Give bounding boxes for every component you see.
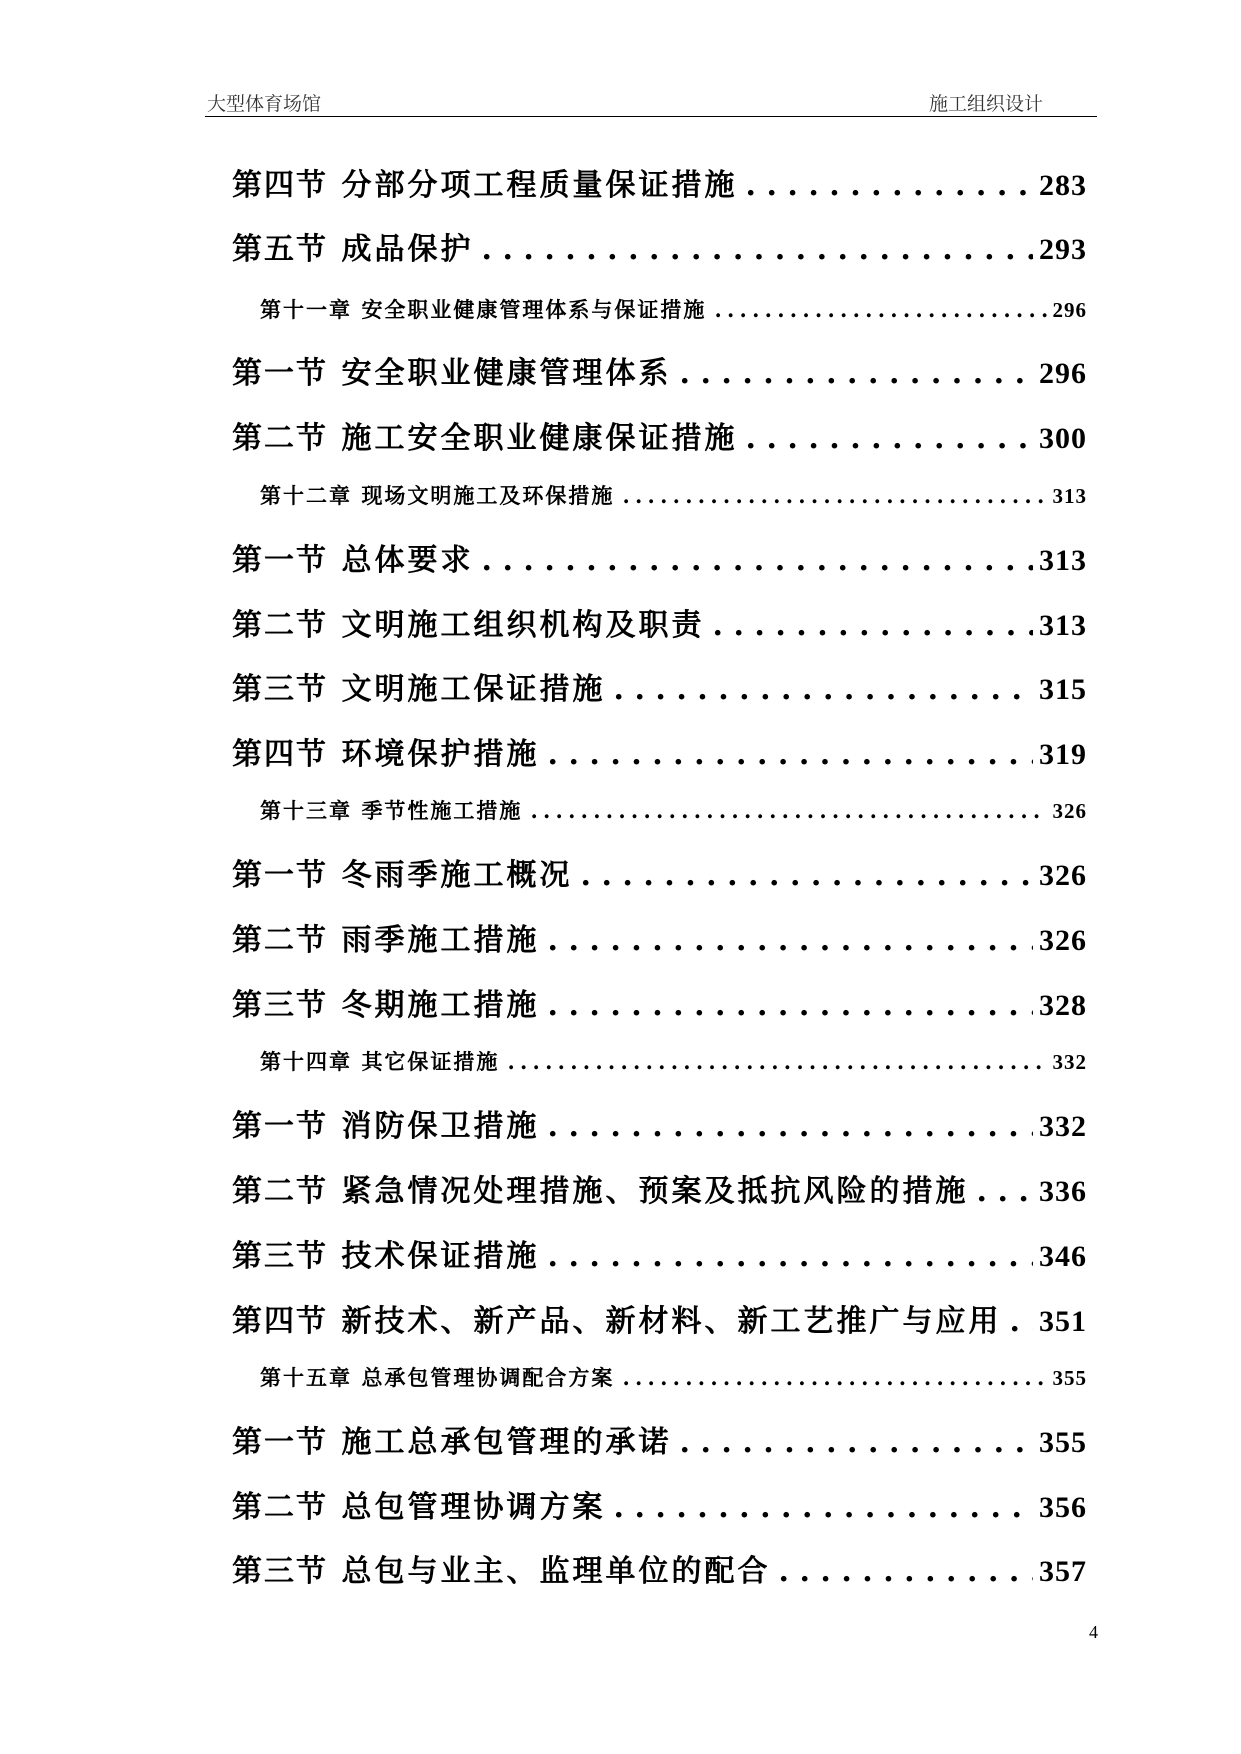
entry-title: 成品保护 (341, 232, 474, 267)
entry-title: 总包与业主、监理单位的配合 (341, 1554, 771, 1589)
entry-page-number: 326 (1052, 799, 1087, 823)
entry-number: 第二节 (232, 923, 328, 958)
entry-title: 雨季施工措施 (341, 923, 540, 958)
toc-entry-section[interactable] (232, 1166, 1087, 1210)
entry-number: 第一节 (232, 858, 328, 893)
dot-leader (548, 737, 1034, 772)
dot-leader (1010, 1304, 1034, 1339)
dot-leader (779, 1554, 1034, 1589)
entry-page-number: 332 (1052, 1050, 1087, 1074)
entry-number: 第三节 (232, 1554, 328, 1589)
entry-title: 冬雨季施工概况 (341, 858, 573, 893)
toc-entry-chapter[interactable] (260, 1362, 1087, 1392)
entry-page-number: 326 (1039, 859, 1087, 892)
toc-entry-section[interactable] (232, 1101, 1087, 1145)
toc-entry-section[interactable] (232, 915, 1087, 959)
toc-entry-section[interactable] (232, 1231, 1087, 1275)
entry-title: 现场文明施工及环保措施 (361, 483, 615, 508)
entry-number: 第四节 (232, 1304, 328, 1339)
entry-title: 安全职业健康管理体系 (341, 356, 672, 391)
toc-entry-section[interactable] (232, 850, 1087, 894)
toc-entry-section[interactable] (232, 160, 1087, 204)
dot-leader (614, 1490, 1034, 1525)
toc-entry-section[interactable] (232, 1546, 1087, 1590)
entry-number: 第三节 (232, 1239, 328, 1274)
entry-page-number: 357 (1039, 1555, 1087, 1588)
toc-entry-chapter[interactable] (260, 480, 1087, 510)
toc-entry-chapter[interactable] (260, 795, 1087, 825)
entry-number: 第四节 (232, 168, 328, 203)
entry-title: 消防保卫措施 (341, 1109, 540, 1144)
entry-number: 第十五章 (260, 1365, 352, 1390)
entry-title: 新技术、新产品、新材料、新工艺推广与应用 (341, 1304, 1002, 1339)
entry-title: 紧急情况处理措施、预案及抵抗风险的措施 (341, 1174, 969, 1209)
dot-leader (977, 1174, 1034, 1209)
dot-leader (548, 1109, 1034, 1144)
header-project-name: 大型体育场馆 (207, 93, 322, 115)
footer-page-number: 4 (1089, 1622, 1098, 1642)
entry-title: 季节性施工措施 (361, 798, 523, 823)
toc-entry-section[interactable] (232, 1417, 1087, 1461)
entry-title: 文明施工组织机构及职责 (341, 608, 705, 643)
dot-leader (581, 858, 1034, 893)
dot-leader (680, 356, 1034, 391)
dot-leader (746, 168, 1034, 203)
entry-number: 第二节 (232, 1174, 328, 1209)
dot-leader (548, 1239, 1034, 1274)
entry-number: 第十一章 (260, 297, 352, 322)
entry-number: 第十三章 (260, 798, 352, 823)
entry-title: 安全职业健康管理体系与保证措施 (361, 297, 707, 322)
entry-number: 第二节 (232, 421, 328, 456)
entry-page-number: 313 (1039, 544, 1087, 577)
entry-title: 环境保护措施 (341, 737, 540, 772)
entry-number: 第一节 (232, 1109, 328, 1144)
entry-title: 总包管理协调方案 (341, 1490, 606, 1525)
dot-leader (746, 421, 1034, 456)
dot-leader (614, 672, 1034, 707)
dot-leader (713, 608, 1034, 643)
toc-entry-section[interactable] (232, 348, 1087, 392)
toc-entry-section[interactable] (232, 664, 1087, 708)
toc-entry-section[interactable] (232, 729, 1087, 773)
toc-entry-chapter[interactable] (260, 1046, 1087, 1076)
entry-page-number: 355 (1039, 1426, 1087, 1459)
entry-page-number: 283 (1039, 169, 1087, 202)
header-document-type: 施工组织设计 (928, 93, 1043, 115)
toc-entry-section[interactable] (232, 224, 1087, 268)
dot-leader (482, 543, 1034, 578)
entry-number: 第三节 (232, 988, 328, 1023)
toc-entry-section[interactable] (232, 535, 1087, 579)
entry-title: 分部分项工程质量保证措施 (341, 168, 738, 203)
dot-leader (482, 232, 1034, 267)
dot-leader (548, 923, 1034, 958)
entry-page-number: 355 (1052, 1366, 1087, 1390)
entry-page-number: 313 (1052, 484, 1087, 508)
entry-number: 第五节 (232, 232, 328, 267)
toc-entry-section[interactable] (232, 600, 1087, 644)
toc-entry-section[interactable] (232, 413, 1087, 457)
entry-title: 施工安全职业健康保证措施 (341, 421, 738, 456)
dot-leader (622, 1365, 1046, 1390)
dot-leader (680, 1425, 1034, 1460)
dot-leader (714, 297, 1046, 322)
entry-page-number: 356 (1039, 1491, 1087, 1524)
entry-page-number: 296 (1052, 298, 1087, 322)
entry-number: 第二节 (232, 608, 328, 643)
entry-page-number: 351 (1039, 1305, 1087, 1338)
entry-page-number: 326 (1039, 924, 1087, 957)
entry-page-number: 336 (1039, 1175, 1087, 1208)
entry-page-number: 313 (1039, 609, 1087, 642)
dot-leader (548, 988, 1034, 1023)
entry-page-number: 328 (1039, 989, 1087, 1022)
entry-number: 第十四章 (260, 1049, 352, 1074)
entry-title: 总体要求 (341, 543, 474, 578)
entry-page-number: 315 (1039, 673, 1087, 706)
entry-title: 总承包管理协调配合方案 (361, 1365, 615, 1390)
dot-leader (507, 1049, 1046, 1074)
entry-page-number: 296 (1039, 357, 1087, 390)
entry-page-number: 293 (1039, 233, 1087, 266)
entry-number: 第十二章 (260, 483, 352, 508)
toc-entry-section[interactable] (232, 980, 1087, 1024)
entry-page-number: 346 (1039, 1240, 1087, 1273)
entry-page-number: 300 (1039, 422, 1087, 455)
toc-entry-chapter[interactable] (260, 294, 1087, 324)
toc-entry-section[interactable] (232, 1296, 1087, 1340)
entry-number: 第一节 (232, 1425, 328, 1460)
entry-title: 冬期施工措施 (341, 988, 540, 1023)
entry-title: 技术保证措施 (341, 1239, 540, 1274)
entry-page-number: 332 (1039, 1110, 1087, 1143)
entry-title: 文明施工保证措施 (341, 672, 606, 707)
entry-page-number: 319 (1039, 738, 1087, 771)
entry-number: 第一节 (232, 543, 328, 578)
entry-number: 第一节 (232, 356, 328, 391)
dot-leader (622, 483, 1046, 508)
entry-title: 施工总承包管理的承诺 (341, 1425, 672, 1460)
entry-title: 其它保证措施 (361, 1049, 500, 1074)
entry-number: 第二节 (232, 1490, 328, 1525)
entry-number: 第四节 (232, 737, 328, 772)
dot-leader (530, 798, 1046, 823)
entry-number: 第三节 (232, 672, 328, 707)
toc-entry-section[interactable] (232, 1482, 1087, 1526)
